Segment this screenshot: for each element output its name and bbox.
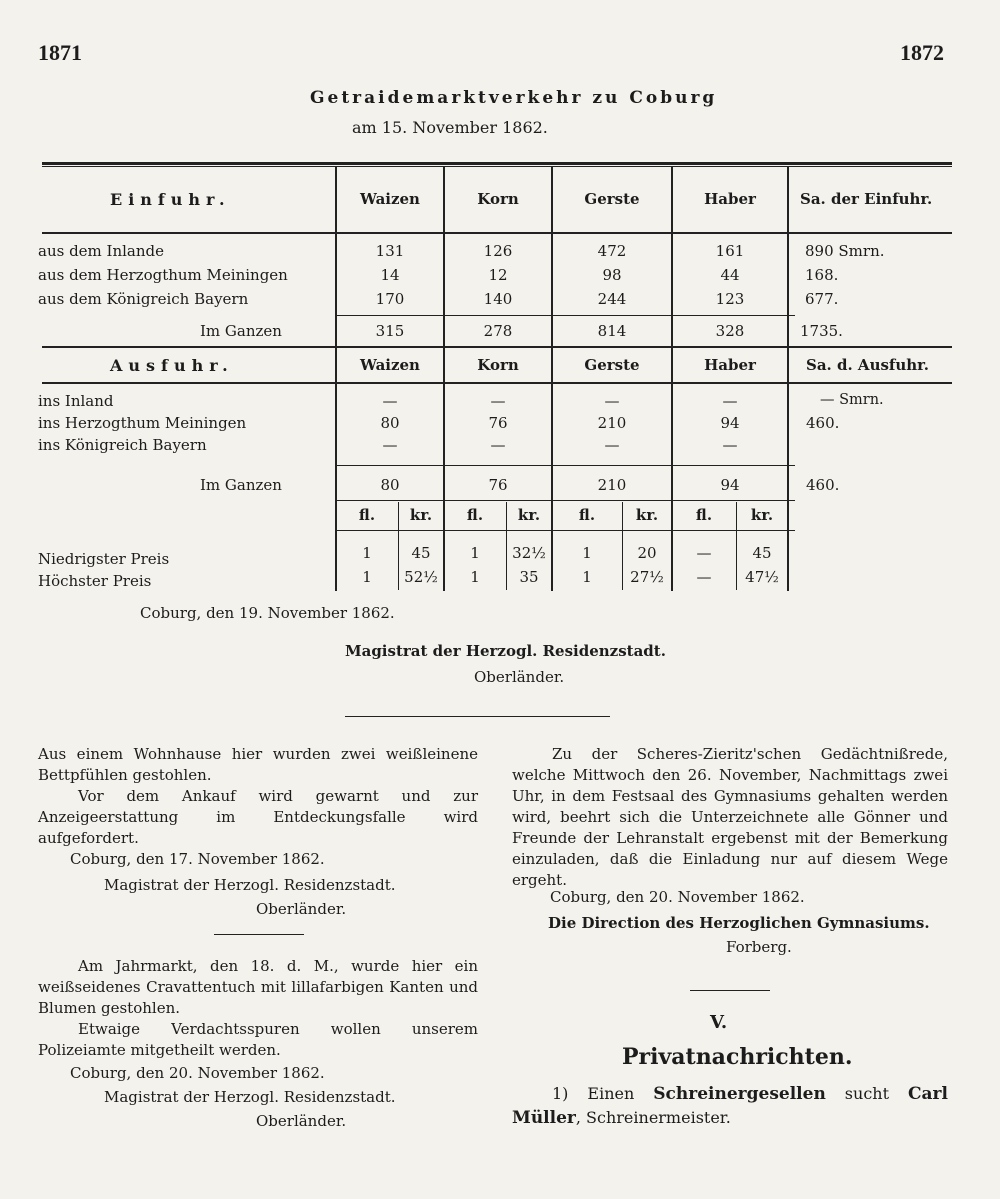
ad-text: , Schreinermeister.: [575, 1108, 731, 1127]
cell: 1: [362, 568, 372, 586]
cell: 472: [597, 242, 627, 260]
col-header-gerste: Gerste: [584, 190, 640, 208]
export-header: Ausfuhr.: [110, 356, 234, 375]
cell: 52½: [404, 568, 438, 586]
cell: 1: [470, 568, 480, 586]
cell: 814: [597, 322, 627, 340]
cell: 12: [488, 266, 508, 284]
ad-bold-text: Carl Müller: [512, 1084, 948, 1128]
cell: —: [696, 544, 712, 562]
page-number-left: 1871: [38, 40, 82, 65]
col-header-sum: Sa. der Einfuhr.: [800, 190, 933, 208]
col-rule-1: [335, 166, 337, 591]
divider: [690, 990, 770, 991]
notice-stolen-bedding: [38, 744, 478, 849]
notice-memorial-speech: Zu der Scheres-Zieritz'schen Gedächtnißrede, welche Mittwoch den 26. November, Nachmittags zwei Uhr, in dem Festsaal des Gymnasiums gehalten werden wird, beehrt sich die Unterzeichnete alle Gönner und Freunde der Lehranstalt ergebenst mit der Bemerkung einzuladen, daß die Einladung nur auf diesem Wege ergeht.: [512, 745, 948, 889]
notice-date: Coburg, den 20. November 1862.: [70, 1064, 325, 1082]
cell: 161: [715, 242, 745, 260]
cell: 210: [597, 414, 627, 432]
cell: 123: [715, 290, 745, 308]
market-title: Getraidemarktverkehr zu Coburg: [310, 88, 718, 108]
table-top-rule: [42, 162, 952, 165]
market-subtitle: am 15. November 1862.: [352, 118, 548, 137]
currency-kr: kr.: [635, 506, 659, 524]
notice-stolen-scarf: [38, 956, 478, 1061]
cell: 20: [637, 544, 657, 562]
section-title: Privatnachrichten.: [622, 1044, 853, 1070]
currency-kr: kr.: [750, 506, 774, 524]
cell: 278: [483, 322, 513, 340]
cell: 460.: [806, 476, 840, 494]
currency-kr: kr.: [409, 506, 433, 524]
notice-authority: Magistrat der Herzogl. Residenzstadt.: [104, 1088, 396, 1106]
currency-fl: fl.: [695, 506, 713, 524]
export-header-rule: [42, 382, 952, 384]
row-label: Im Ganzen: [200, 476, 282, 494]
row-label: aus dem Herzogthum Meiningen: [38, 266, 288, 284]
col-header-gerste: Gerste: [584, 356, 640, 374]
cell: 98: [602, 266, 622, 284]
cell: —: [722, 436, 738, 454]
cell: 32½: [512, 544, 546, 562]
ad-text: sucht: [844, 1084, 890, 1103]
price-header-rule-top: [335, 500, 795, 501]
cell: 328: [715, 322, 745, 340]
currency-kr: kr.: [517, 506, 541, 524]
notice-date: Coburg, den 20. November 1862.: [550, 888, 805, 906]
notice-text: Vor dem Ankauf wird gewarnt und zur Anzeigeerstattung im Entdeckungsfalle wird aufgefordert.: [38, 787, 478, 847]
cell: — Smrn.: [820, 392, 884, 408]
col-rule-2: [443, 166, 445, 591]
row-label: aus dem Königreich Bayern: [38, 290, 249, 308]
cell: —: [722, 392, 738, 410]
col-header-waizen: Waizen: [360, 190, 420, 208]
export-header-top-rule: [42, 346, 952, 348]
cell: 210: [597, 476, 627, 494]
market-date: Coburg, den 19. November 1862.: [140, 604, 395, 622]
notice-date: Coburg, den 17. November 1862.: [70, 850, 325, 868]
cell: 1735.: [800, 322, 843, 340]
col-rule-5: [787, 166, 789, 591]
table-top-rule-thin: [42, 166, 952, 167]
cell: —: [490, 392, 506, 410]
cell: 45: [752, 544, 772, 562]
col-header-korn: Korn: [477, 190, 519, 208]
cell: 460.: [806, 414, 840, 432]
notice-text: Aus einem Wohnhause hier wurden zwei weißleinene Bettpfühlen gestohlen.: [38, 745, 478, 784]
notice-signer: Oberländer.: [256, 900, 347, 918]
cell: —: [604, 392, 620, 410]
row-label: ins Inland: [38, 392, 114, 410]
cell: 80: [380, 476, 400, 494]
cell: —: [382, 436, 398, 454]
market-authority: Magistrat der Herzogl. Residenzstadt.: [345, 642, 666, 660]
currency-fl: fl.: [466, 506, 484, 524]
import-sum-rule: [335, 315, 795, 316]
notice-signer: Oberländer.: [256, 1112, 347, 1130]
cell: 168.: [805, 266, 839, 284]
ad-carpenter-journeyman: [512, 1082, 948, 1130]
cell: 94: [720, 476, 740, 494]
ad-text: 1) Einen: [552, 1084, 635, 1103]
cell: 1: [582, 544, 592, 562]
cell: —: [696, 568, 712, 586]
row-label: ins Königreich Bayern: [38, 436, 207, 454]
table-header-rule: [42, 232, 952, 234]
notice-signer: Forberg.: [726, 938, 792, 956]
cell: 244: [597, 290, 627, 308]
divider: [214, 934, 304, 935]
cell: 14: [380, 266, 400, 284]
page-number-right: 1872: [900, 40, 944, 65]
market-signer: Oberländer.: [474, 668, 565, 686]
col-header-korn: Korn: [477, 356, 519, 374]
export-sum-rule: [335, 465, 795, 466]
col-header-waizen: Waizen: [360, 356, 420, 374]
import-header: Einfuhr.: [110, 190, 231, 209]
row-label: aus dem Inlande: [38, 242, 165, 260]
col-header-haber: Haber: [704, 190, 756, 208]
col-rule-4: [671, 166, 673, 591]
currency-fl: fl.: [358, 506, 376, 524]
cell: 35: [519, 568, 539, 586]
cell: 315: [375, 322, 405, 340]
row-label: Höchster Preis: [38, 572, 152, 590]
cell: —: [382, 392, 398, 410]
cell: 76: [488, 476, 508, 494]
section-number: V.: [710, 1012, 728, 1033]
cell: 27½: [630, 568, 664, 586]
cell: 47½: [745, 568, 779, 586]
cell: 131: [375, 242, 405, 260]
cell: 140: [483, 290, 513, 308]
cell: 80: [380, 414, 400, 432]
col-rule-3: [551, 166, 553, 591]
cell: 126: [483, 242, 513, 260]
cell: 76: [488, 414, 508, 432]
col-header-sum: Sa. d. Ausfuhr.: [806, 356, 929, 374]
cell: 890 Smrn.: [805, 242, 885, 260]
cell: 677.: [805, 290, 839, 308]
divider: [345, 716, 610, 717]
cell: 170: [375, 290, 405, 308]
notice-authority: Die Direction des Herzoglichen Gymnasiums.: [548, 914, 930, 932]
row-label: ins Herzogthum Meiningen: [38, 414, 247, 432]
cell: 44: [720, 266, 740, 284]
cell: 45: [411, 544, 431, 562]
notice-text: Am Jahrmarkt, den 18. d. M., wurde hier ein weißseidenes Cravattentuch mit lillafarbigen Kanten und Blumen gestohlen.: [38, 957, 478, 1017]
notice-text: Etwaige Verdachtsspuren wollen unserem Polizeiamte mitgetheilt werden.: [38, 1020, 478, 1059]
notice-authority: Magistrat der Herzogl. Residenzstadt.: [104, 876, 396, 894]
cell: 1: [470, 544, 480, 562]
cell: —: [604, 436, 620, 454]
row-label: Niedrigster Preis: [38, 550, 170, 568]
price-header-rule: [335, 530, 795, 531]
cell: 1: [582, 568, 592, 586]
row-label: Im Ganzen: [200, 322, 282, 340]
currency-fl: fl.: [578, 506, 596, 524]
cell: 94: [720, 414, 740, 432]
cell: 1: [362, 544, 372, 562]
cell: —: [490, 436, 506, 454]
ad-bold-text: Schreinergesellen: [653, 1084, 826, 1104]
col-header-haber: Haber: [704, 356, 756, 374]
